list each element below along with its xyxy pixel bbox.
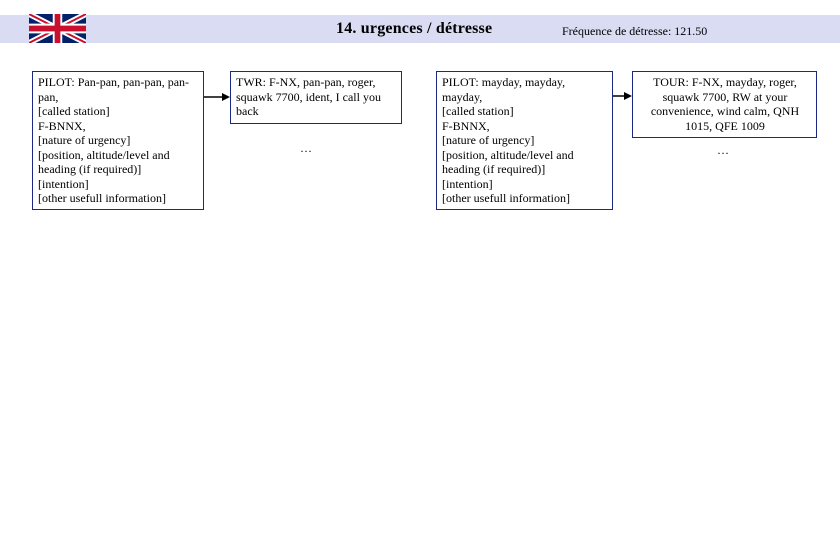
message-line: heading (if required)]	[442, 162, 546, 176]
arrow-right-icon	[613, 90, 632, 102]
message-line: [nature of urgency]	[442, 133, 535, 147]
message-line: [other usefull information]	[442, 191, 570, 205]
pilot-pan-pan-message-box	[32, 71, 204, 210]
message-line: [other usefull information]	[38, 191, 166, 205]
message-line: [intention]	[442, 176, 493, 191]
message-line: 1015, QFE 1009	[685, 118, 765, 133]
message-line: [position, altitude/level and	[442, 147, 574, 162]
continuation-ellipsis: …	[717, 143, 729, 157]
message-line: heading (if required)]	[38, 162, 142, 176]
arrow-right-icon	[204, 91, 230, 103]
united-kingdom-flag-icon	[29, 14, 86, 43]
message-line: squawk 7700, RW at your	[662, 89, 788, 104]
message-line: [called station]	[442, 104, 514, 118]
distress-frequency: Fréquence de détresse: 121.50	[562, 24, 708, 38]
message-line: F-BNNX,	[442, 118, 490, 133]
message-line: back	[236, 104, 259, 118]
continuation-ellipsis: …	[300, 141, 312, 155]
message-line: convenience, wind calm, QNH	[650, 104, 800, 118]
message-line: TWR: F-NX, pan-pan, roger,	[236, 75, 376, 89]
tower-pan-pan-reply-box	[230, 71, 402, 124]
message-line: pan,	[38, 89, 59, 104]
message-line: [called station]	[38, 104, 110, 118]
pilot-mayday-message-box	[436, 71, 613, 210]
page-title: 14. urgences / détresse	[336, 20, 493, 37]
message-line: [nature of urgency]	[38, 133, 131, 147]
message-line: F-BNNX,	[38, 118, 86, 133]
message-line: [position, altitude/level and	[38, 147, 170, 162]
message-line: TOUR: F-NX, mayday, roger,	[653, 75, 797, 89]
message-line: [intention]	[38, 176, 89, 191]
message-line: squawk 7700, ident, I call you	[236, 89, 381, 104]
message-line: mayday,	[442, 89, 483, 104]
message-line: PILOT: mayday, mayday,	[442, 75, 566, 89]
tower-mayday-reply-box	[632, 71, 817, 138]
message-line: PILOT: Pan-pan, pan-pan, pan-	[38, 75, 190, 89]
